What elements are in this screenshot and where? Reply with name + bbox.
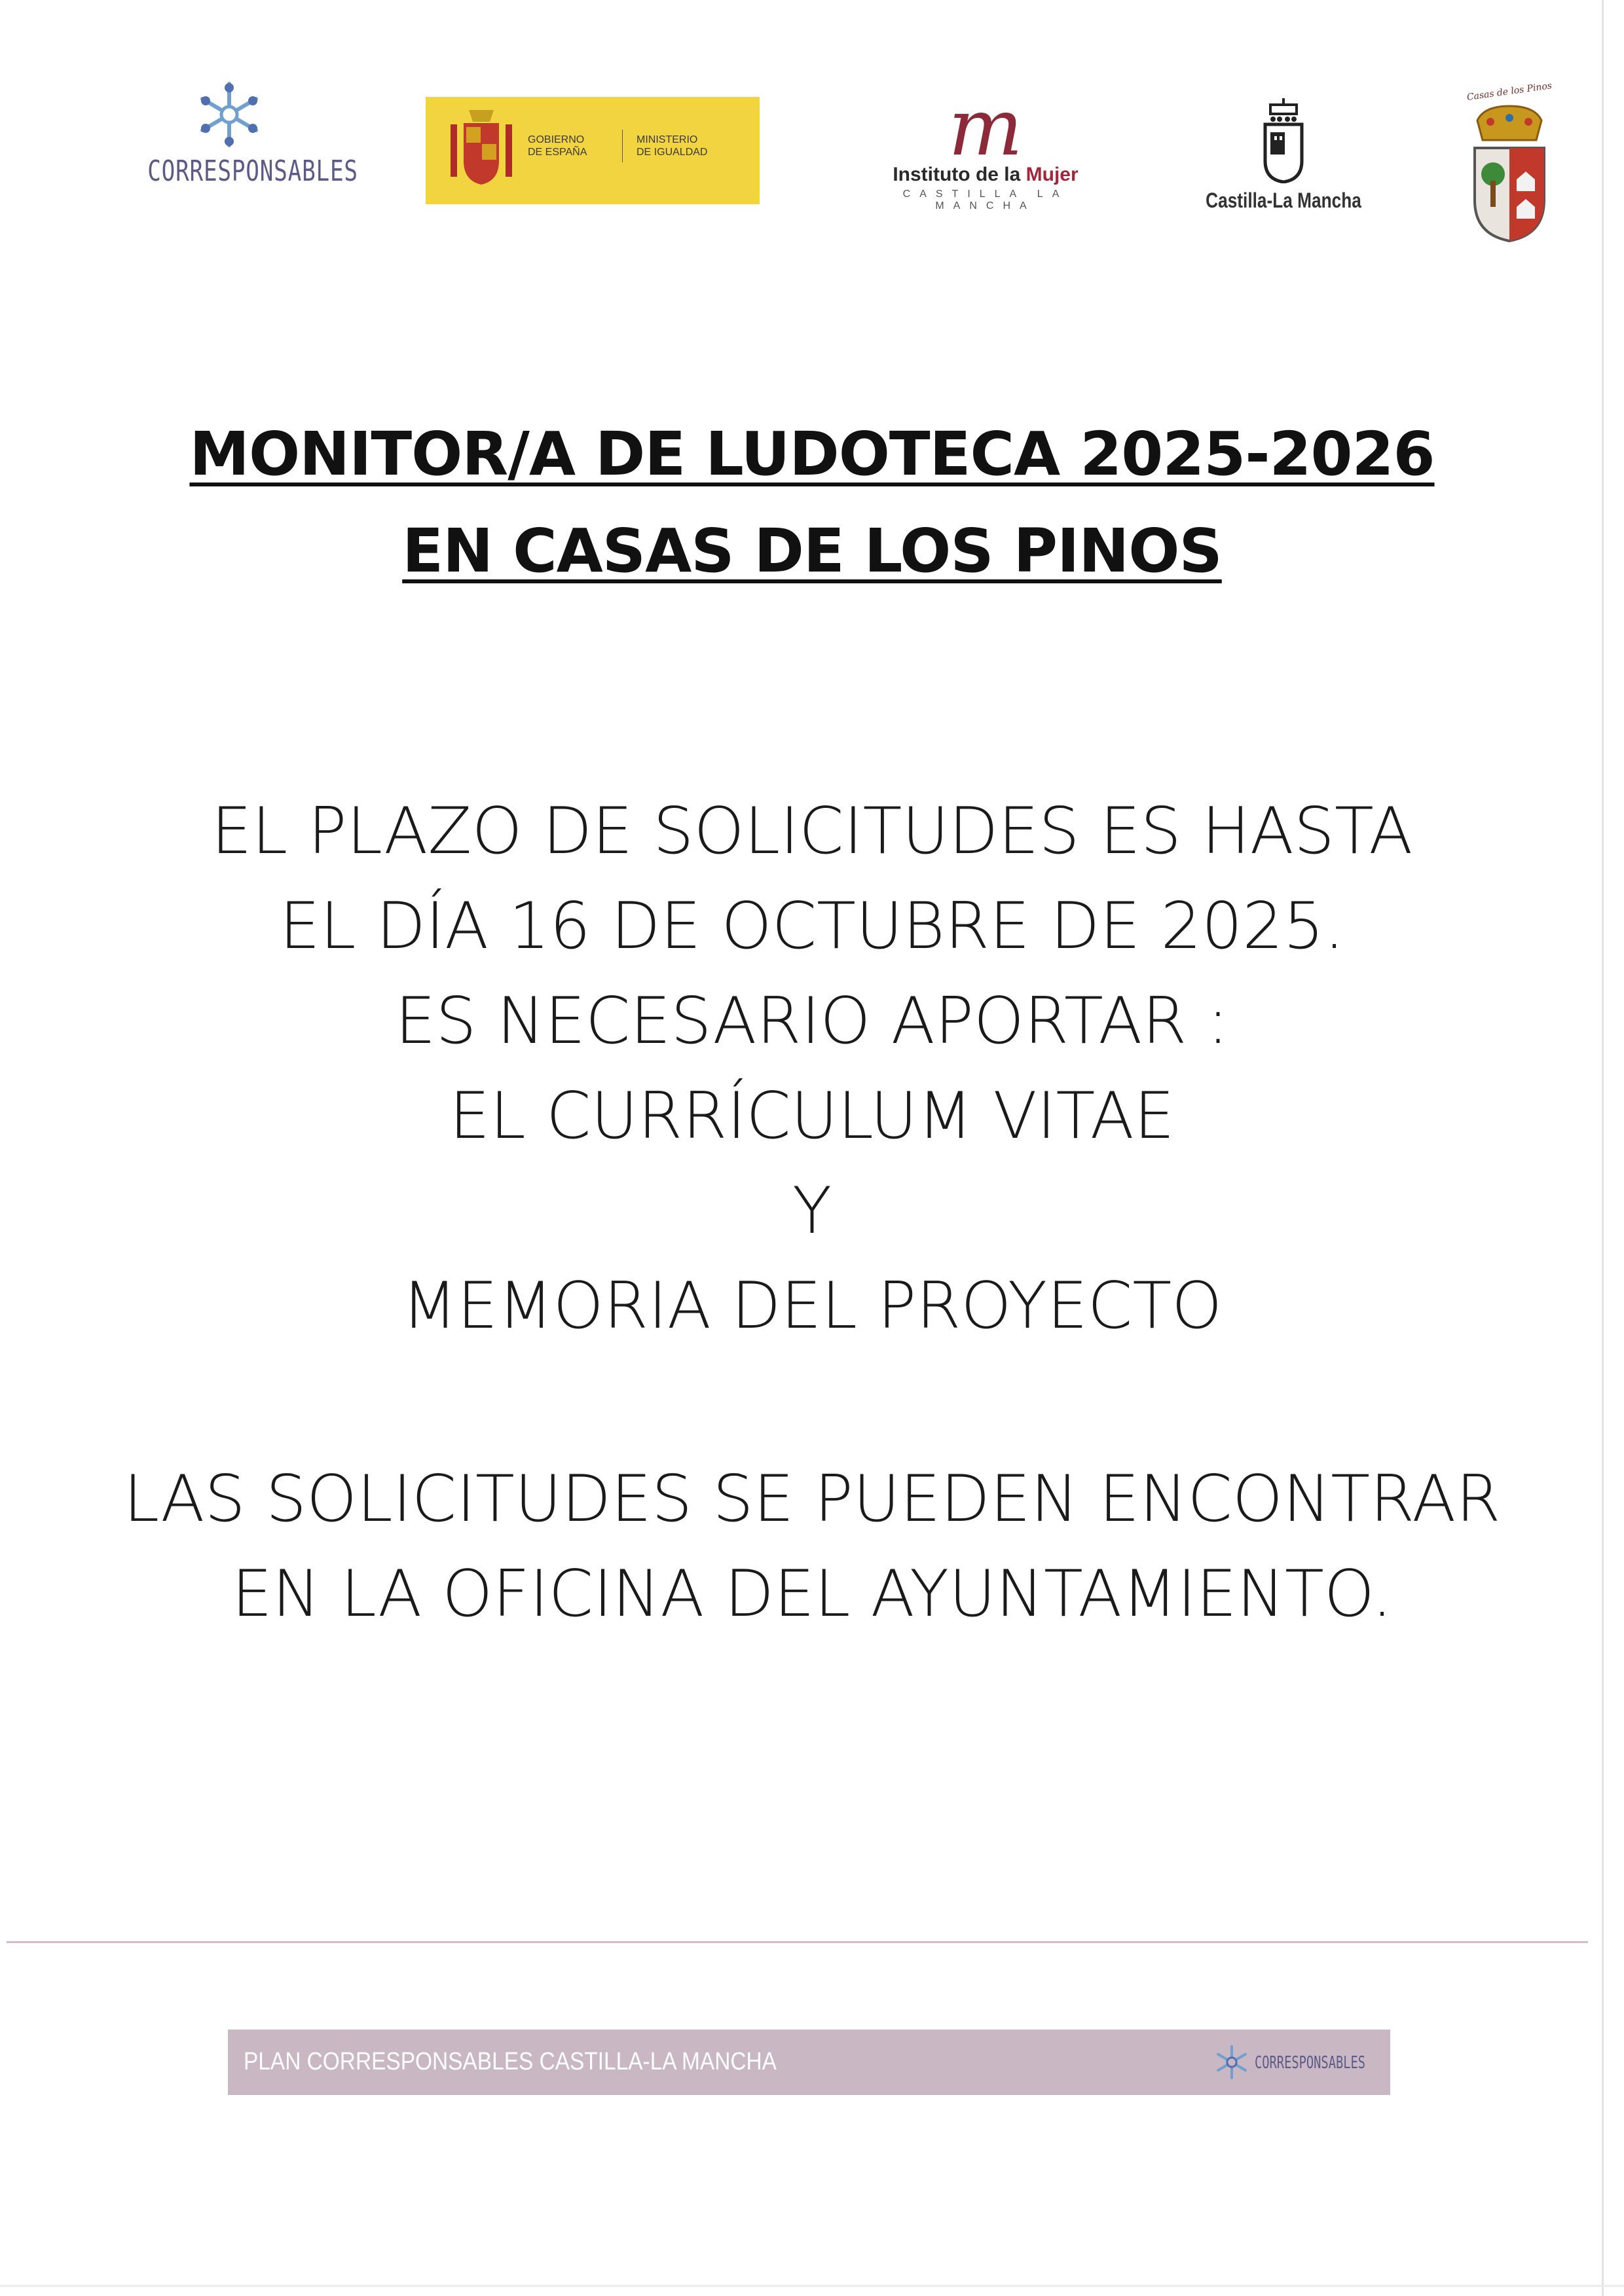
instituto-sub: CASTILLA LA MANCHA — [902, 189, 1069, 211]
castle-crest-icon — [1257, 98, 1310, 183]
body-line: MEMORIA DEL PROYECTO — [401, 1269, 1223, 1343]
footer-snowflake-icon — [1213, 2044, 1250, 2081]
instituto-mujer-logo — [864, 82, 1107, 220]
gobierno-separator — [622, 130, 623, 162]
footer-logo-text: CORRESPONSABLES — [1255, 2053, 1366, 2073]
instituto-prefix: Instituto de la — [893, 164, 1026, 185]
body-line: EL CURRÍCULUM VITAE — [449, 1079, 1175, 1154]
instituto-m-mark-icon: m — [948, 82, 1023, 173]
instituto-name — [864, 164, 1107, 186]
instituto-highlight: Mujer — [1025, 164, 1079, 185]
body-line: ES NECESARIO APORTAR : — [395, 984, 1229, 1059]
gobierno-line1: GOBIERNO — [528, 134, 585, 145]
footer-text: PLAN CORRESPONSABLES CASTILLA-LA MANCHA — [244, 2048, 777, 2075]
title-line2-text: EN CASAS DE LOS PINOS — [402, 516, 1222, 586]
gobierno-text — [528, 134, 587, 158]
castilla-la-mancha-text: Castilla-La Mancha — [1206, 189, 1361, 212]
ministerio-line1: MINISTERIO — [637, 134, 698, 145]
castilla-la-mancha-logo — [1179, 98, 1388, 223]
corresponsables-logo — [124, 79, 358, 203]
gobierno-line2: DE ESPAÑA — [528, 147, 587, 158]
body-line: EL DÍA 16 DE OCTUBRE DE 2025. — [279, 889, 1345, 964]
pinos-caption: Casas de los Pinos — [1466, 80, 1553, 103]
ministerio-text — [637, 134, 707, 158]
corresponsables-logo-text: CORRESPONSABLES — [147, 155, 358, 188]
page-edge-bottom — [0, 2285, 1624, 2287]
body-line: EL PLAZO DE SOLICITUDES ES HASTA — [211, 794, 1413, 869]
snowflake-icon — [193, 79, 265, 151]
page-title-line2 — [0, 516, 1624, 586]
casas-de-los-pinos-crest — [1460, 80, 1559, 247]
gobierno-espana-logo — [426, 97, 760, 204]
ministerio-line2: DE IGUALDAD — [637, 147, 708, 158]
municipal-shield-icon — [1471, 101, 1548, 245]
body-line: EN LA OFICINA DEL AYUNTAMIENTO. — [231, 1557, 1393, 1631]
body-line: Y — [792, 1174, 832, 1248]
body-line: LAS SOLICITUDES SE PUEDEN ENCONTRAR — [123, 1462, 1501, 1537]
coat-of-arms-icon — [445, 105, 517, 196]
divider-line — [7, 1941, 1588, 1943]
title-line1-text: MONITOR/A DE LUDOTECA 2025-2026 — [189, 419, 1435, 489]
page-title-line1 — [0, 419, 1624, 489]
footer-banner — [228, 2030, 1390, 2095]
